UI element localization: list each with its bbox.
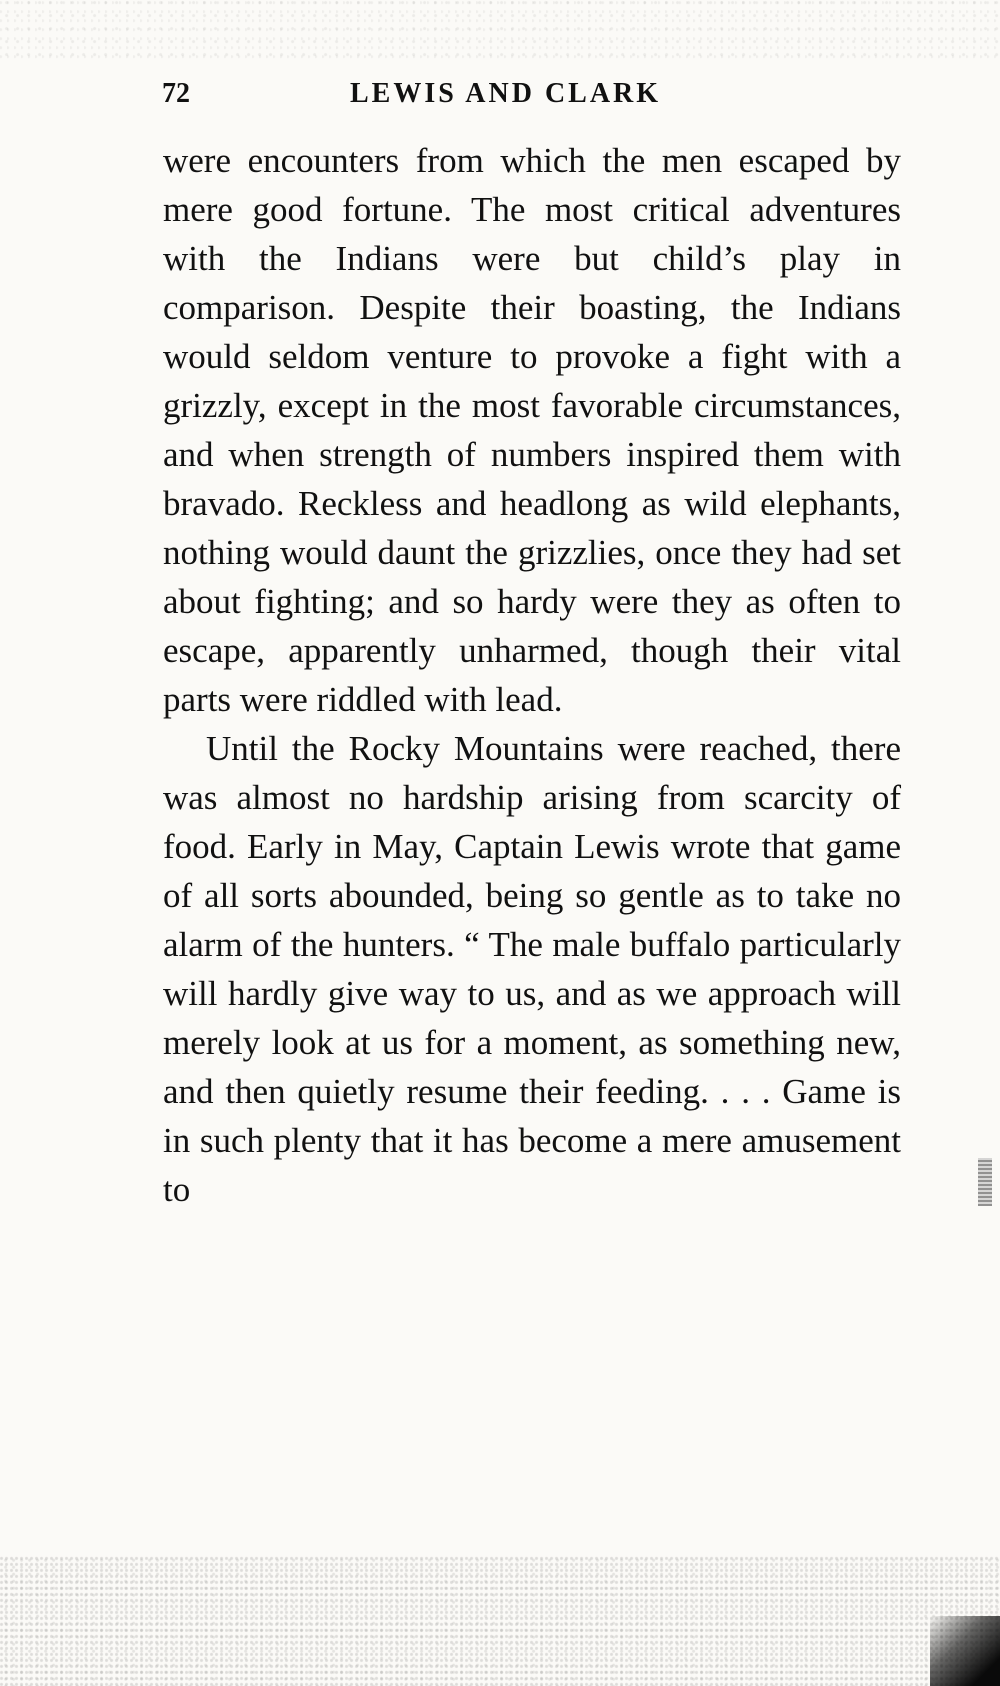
paragraph-continued: were encounters from which the men escaped by mere good fortune. The most critical adventures with the Indians were but child’s play in comparison. Despite their boasting, the Indians would seldom venture to provoke a fight with a grizzly, except in the most favorable circumstances, and when strength of numbers inspired them with bravado. Reckless and headlong as wild elephants, nothing would daunt the grizzlies, once they had set about fighting; and so hardy were they as often to escape, apparently unharmed, though their vital parts were riddled with lead.: [163, 141, 901, 719]
paragraph-rocky-mountains: Until the Rocky Mountains were reached, there was almost no hardship arising from scarcity of food. Early in May, Captain Lewis wrote that game of all sorts abounded, being so gentle as to take no alarm of the hunters. “ The male buffalo particularly will hardly give way to us, and as we approach will merely look at us for a moment, as something new, and then quietly resume their feeding. . . . Game is in such plenty that it has become a mere amusement to: [163, 729, 901, 1209]
scan-corner-shadow: [930, 1616, 1000, 1686]
page-number: 72: [162, 78, 190, 109]
scan-edge-mark: [978, 1158, 992, 1206]
running-head: LEWIS AND CLARK: [350, 78, 662, 109]
page-header: [160, 72, 900, 122]
scan-noise-bottom: [0, 1556, 1000, 1686]
scan-noise-top: [0, 0, 1000, 60]
body-text: [163, 136, 901, 1214]
